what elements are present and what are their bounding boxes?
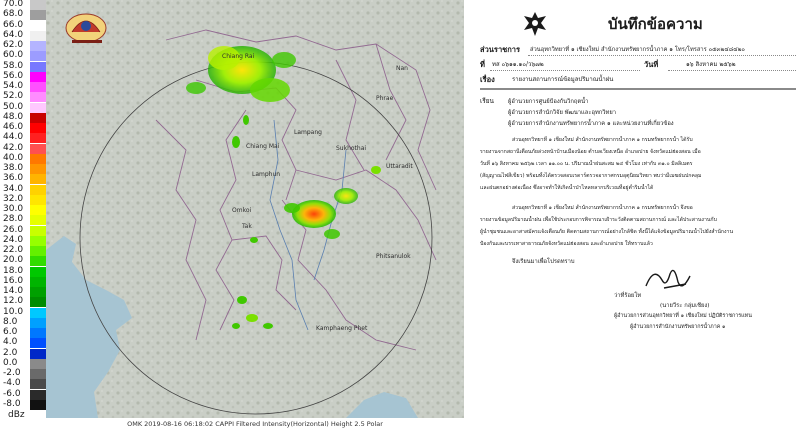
scale-swatch — [30, 0, 46, 10]
scale-label: 6.0 — [3, 327, 18, 337]
signer-position-2: ผู้อำนวยการสำนักงานทรัพยากรน้ำภาค ๑ — [630, 324, 726, 330]
scale-swatch — [30, 123, 46, 133]
scale-swatch — [30, 164, 46, 174]
subject-value: รายงานสถานการณ์ข้อมูลปริมาณน้ำฝน — [512, 76, 614, 83]
scale-label: 64.0 — [3, 29, 24, 40]
garuda-emblem — [522, 10, 548, 38]
scale-swatch — [30, 82, 46, 92]
city-label: Phrae — [376, 95, 394, 102]
signer-name: (นายวีระ กลุ่มเชียง) — [660, 303, 710, 309]
city-label: Uttaradit — [386, 163, 413, 170]
scale-swatch — [30, 215, 46, 225]
scale-swatch — [30, 72, 46, 82]
subject-label: เรื่อง — [480, 75, 495, 84]
scale-swatch — [30, 62, 46, 72]
scale-label: 2.0 — [3, 347, 18, 358]
scale-swatch — [30, 21, 46, 31]
memo-title: บันทึกข้อความ — [608, 15, 703, 33]
scale-label: 8.0 — [3, 316, 18, 327]
copy-note: ว่าที่ร้อยโท — [614, 293, 642, 299]
scale-swatch — [30, 256, 46, 266]
para2-line: ส่วนอุทกวิทยาที่ ๑ เชียงใหม่ สำนักงานทรัพยากรน้ำภาค ๑ กรมทรัพยากรน้ำ จึงขอ — [512, 205, 693, 211]
scale-swatch — [30, 308, 46, 318]
para1-line: ส่วนอุทกวิทยาที่ ๑ เชียงใหม่ สำนักงานทรัพยากรน้ำภาค ๑ กรมทรัพยากรน้ำ ได้รับ — [512, 137, 693, 143]
dept-underline — [528, 55, 796, 56]
scale-label: -2.0 — [3, 368, 21, 378]
scale-swatch — [30, 267, 46, 277]
scale-label: 50.0 — [3, 101, 24, 112]
date-label: วันที่ — [644, 60, 659, 69]
scale-swatch — [30, 338, 46, 348]
scale-swatch — [30, 10, 46, 20]
signer-position-1: ผู้อำนวยการส่วนอุทกวิทยาที่ ๑ เชียงใหม่ ปฏิบัติราชการแทน — [614, 313, 752, 319]
scale-swatch — [30, 185, 46, 195]
scale-label: 16.0 — [3, 275, 24, 286]
scale-label: -4.0 — [3, 378, 21, 389]
scale-label: 38.0 — [3, 163, 24, 173]
city-label: Sukhothai — [336, 145, 367, 152]
scale-label: 18.0 — [3, 265, 24, 276]
scale-label: 26.0 — [3, 224, 24, 235]
scale-swatch — [30, 390, 46, 400]
scale-swatch — [30, 287, 46, 297]
to-line-3: ผู้อำนวยการสำนักงานทรัพยากรน้ำภาค ๑ และหน่วยงานที่เกี่ยวข้อง — [508, 121, 674, 127]
scale-label: 56.0 — [3, 70, 24, 81]
panel-divider — [464, 0, 472, 430]
scale-swatch — [30, 92, 46, 102]
city-label: Tak — [242, 223, 252, 230]
scale-swatch — [30, 349, 46, 359]
scale-swatch — [30, 277, 46, 287]
scale-swatch — [30, 318, 46, 328]
dept-label: ส่วนราชการ — [480, 45, 521, 54]
scale-label: 24.0 — [3, 234, 24, 245]
scale-swatch — [30, 400, 46, 410]
scale-label: 68.0 — [3, 9, 24, 20]
scale-label: 46.0 — [3, 122, 24, 132]
scale-label: 0.0 — [3, 357, 18, 368]
para2-line: ป้องกันและบรรเทาสาธารณภัยจังหวัดแม่ฮ่องสอน และอำเภอปาย ให้ทราบแล้ว — [480, 241, 653, 247]
dept-value: ส่วนอุทกวิทยาที่ ๑ เชียงใหม่ สำนักงานทรัพยากรน้ำภาค ๑ โทร/โทรสาร ๐๕๓๒๔๘๔๒๐ — [530, 47, 745, 53]
scale-swatch — [30, 103, 46, 113]
city-label: Chiang Rai — [222, 53, 255, 60]
scale-swatch — [30, 359, 46, 369]
scale-label: 54.0 — [3, 81, 24, 91]
scale-label: 58.0 — [3, 60, 24, 71]
signature — [640, 262, 700, 294]
scale-label: 12.0 — [3, 296, 24, 307]
scale-label: 32.0 — [3, 193, 24, 204]
scale-label: 44.0 — [3, 132, 24, 143]
closing-line: จึงเรียนมาเพื่อโปรดทราบ — [512, 259, 575, 265]
city-label: Kamphaeng Phet — [316, 325, 368, 332]
scale-row — [0, 400, 46, 410]
scale-swatch — [30, 236, 46, 246]
para1-line: รายงานจากสถานีเตือนภัยล่วงหน้าบ้านเมืองน้อย ตำบลเวียงเหนือ อำเภอปาย จังหวัดแม่ฮ่องสอน เมื่อ — [480, 149, 701, 155]
scale-label: -8.0 — [3, 398, 21, 409]
dbz-color-scale — [0, 0, 46, 430]
date-value: ๑๖ สิงหาคม ๒๕๖๒ — [686, 61, 736, 68]
scale-label: 52.0 — [3, 91, 24, 102]
scale-swatch — [30, 226, 46, 236]
scale-label: 22.0 — [3, 245, 24, 255]
dbz-unit-label: dBz — [8, 410, 25, 420]
to-label: เรียน — [480, 97, 494, 105]
scale-swatch — [30, 41, 46, 51]
radar-footer-caption: OMK 2019-08-16 06:18:02 CAPPI Filtered Intensity(Horizontal) Height 2.5 Polar — [46, 418, 464, 430]
header-rule — [480, 88, 796, 90]
scale-swatch — [30, 113, 46, 123]
scale-swatch — [30, 144, 46, 154]
scale-swatch — [30, 31, 46, 41]
scale-swatch — [30, 133, 46, 143]
scale-swatch — [30, 369, 46, 379]
scale-label: 4.0 — [3, 337, 18, 348]
ref-value: ทส ๐๖๑๑.๑๐/ว๖๗๒ — [492, 61, 544, 68]
city-label: Nan — [396, 65, 408, 72]
scale-swatch — [30, 195, 46, 205]
scale-swatch — [30, 379, 46, 389]
scale-label: 48.0 — [3, 111, 24, 122]
ref-label: ที่ — [480, 60, 485, 69]
city-label: Lamphun — [252, 171, 281, 178]
to-line-2: ผู้อำนวยการสำนักวิจัย พัฒนาและอุทกวิทยา — [508, 110, 617, 116]
city-label: Chiang Mai — [246, 143, 280, 150]
date-underline — [668, 70, 796, 71]
scale-label: 30.0 — [3, 204, 24, 214]
para2-line: ผู้นำชุมชนและอาสาสมัครแจ้งเตือนภัย ติดตามสถานการณ์อย่างใกล้ชิด ทั้งนี้ได้แจ้งข้อมูลปริมาณน้ำไปยังสำนักงาน — [480, 229, 734, 235]
scale-label: 36.0 — [3, 173, 24, 184]
para1-line: และฝนตกอย่างต่อเนื่อง ซึ่งอาจทำให้เกิดน้ำป่าไหลหลากบริเวณที่อยู่ต่ำริมน้ำได้ — [480, 185, 654, 191]
scale-label: 70.0 — [3, 0, 24, 9]
para1-line: วันที่ ๑๖ สิงหาคม ๒๕๖๒ เวลา ๑๑.๐๐ น. ปริมาณน้ำฝนสะสม ๒๔ ชั่วโมง เท่ากับ ๓๑.๐ มิลลิเมตร — [480, 161, 693, 167]
ref-underline — [490, 70, 640, 71]
para1-line: (สัญญาณไฟสีเขียว) พร้อมทั้งได้ตรวจสอบเรดาร์ตรวจอากาศกรมอุตุนิยมวิทยา พบว่ามีเมฆฝนปกคลุม — [480, 173, 702, 179]
scale-label: 60.0 — [3, 50, 24, 61]
scale-swatch — [30, 246, 46, 256]
city-label: Lampang — [294, 129, 322, 136]
scale-swatch — [30, 297, 46, 307]
para2-line: รายงานข้อมูลปริมาณน้ำฝน เพื่อใช้ประกอบการพิจารณาเฝ้าระวังติดตามสถานการณ์ และได้ประสานงานกับ — [480, 217, 717, 223]
scale-label: 42.0 — [3, 142, 24, 153]
scale-label: 20.0 — [3, 255, 24, 266]
city-label: Phitsanulok — [376, 253, 411, 260]
scale-label: 34.0 — [3, 183, 24, 194]
scale-swatch — [30, 328, 46, 338]
scale-label: 14.0 — [3, 286, 24, 296]
scale-swatch — [30, 205, 46, 215]
city-label: Omkoi — [232, 207, 252, 214]
to-line-1: ผู้อำนวยการศูนย์ป้องกันวิกฤตน้ำ — [508, 99, 589, 105]
scale-label: 62.0 — [3, 40, 24, 50]
scale-label: 66.0 — [3, 19, 24, 30]
scale-label: -6.0 — [3, 388, 21, 399]
scale-label: 28.0 — [3, 214, 24, 225]
scale-label: 40.0 — [3, 152, 24, 163]
scale-swatch — [30, 51, 46, 61]
scale-label: 10.0 — [3, 306, 24, 317]
scale-swatch — [30, 154, 46, 164]
radar-map — [46, 0, 464, 430]
memo-document — [472, 0, 800, 430]
scale-swatch — [30, 174, 46, 184]
